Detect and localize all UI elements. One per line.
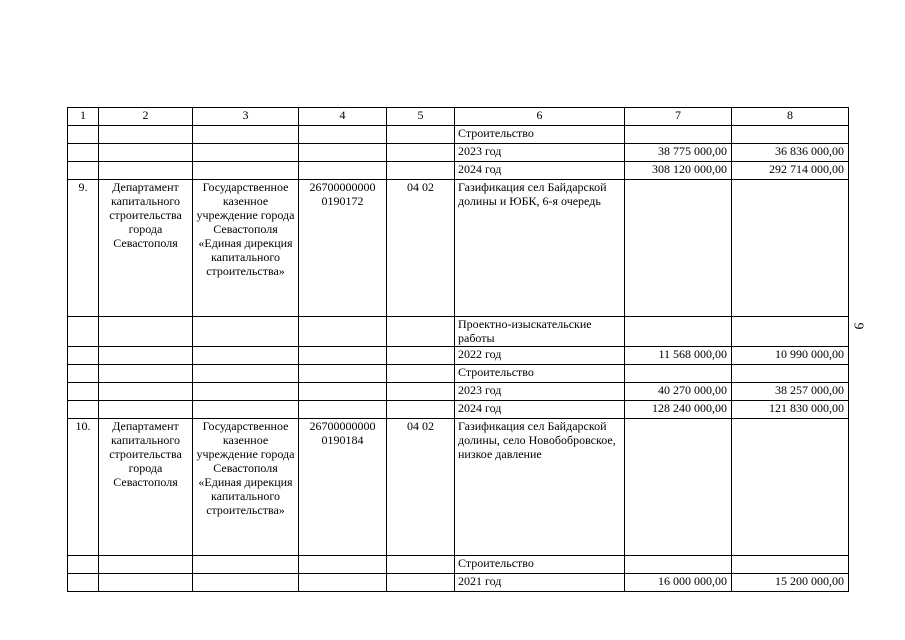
- section-code: 04 02: [387, 180, 455, 317]
- table-row: [68, 574, 849, 592]
- budget-code: 26700000000 0190172: [299, 180, 387, 317]
- project-name: Газификация сел Байдарской долины и ЮБК, 6-я очередь: [455, 180, 625, 317]
- row-label: 2023 год: [455, 144, 625, 162]
- budget-code: 26700000000 0190184: [299, 419, 387, 556]
- amount-col7: 38 775 000,00: [625, 144, 732, 162]
- table-row: [68, 126, 849, 144]
- table-row: [68, 180, 849, 317]
- item-number: 9.: [68, 180, 99, 317]
- amount-col8: 292 714 000,00: [732, 162, 849, 180]
- amount-col7: 40 270 000,00: [625, 383, 732, 401]
- department-name: Департамент капитального строительства города Севастополя: [99, 180, 193, 317]
- col-header-5: 5: [387, 108, 455, 126]
- col-header-1: 1: [68, 108, 99, 126]
- row-label: 2024 год: [455, 162, 625, 180]
- amount-col8: 38 257 000,00: [732, 383, 849, 401]
- row-label: Строительство: [455, 556, 625, 574]
- row-label: Строительство: [455, 365, 625, 383]
- col-header-4: 4: [299, 108, 387, 126]
- table-row: [68, 347, 849, 365]
- budget-table: [67, 107, 849, 592]
- amount-col7: 308 120 000,00: [625, 162, 732, 180]
- table-row: [68, 419, 849, 556]
- project-name: Газификация сел Байдарской долины, село Новобобровское, низкое давление: [455, 419, 625, 556]
- amount-col8: 36 836 000,00: [732, 144, 849, 162]
- table-row: [68, 556, 849, 574]
- row-label: Строительство: [455, 126, 625, 144]
- col-header-6: 6: [455, 108, 625, 126]
- amount-col8: 121 830 000,00: [732, 401, 849, 419]
- row-label: 2021 год: [455, 574, 625, 592]
- col-header-2: 2: [99, 108, 193, 126]
- table-row: [68, 317, 849, 347]
- header-row: [68, 108, 849, 126]
- table-row: [68, 383, 849, 401]
- col-header-3: 3: [193, 108, 299, 126]
- row-label: 2023 год: [455, 383, 625, 401]
- col-header-7: 7: [625, 108, 732, 126]
- col-header-8: 8: [732, 108, 849, 126]
- table-row: [68, 144, 849, 162]
- row-label: 2022 год: [455, 347, 625, 365]
- amount-col8: 10 990 000,00: [732, 347, 849, 365]
- table-row: [68, 162, 849, 180]
- page-number: 9: [850, 322, 866, 330]
- institution-name: Государственное казенное учреждение города Севастополя «Единая дирекция капитального строительства»: [193, 180, 299, 317]
- section-code: 04 02: [387, 419, 455, 556]
- department-name: Департамент капитального строительства города Севастополя: [99, 419, 193, 556]
- row-label: 2024 год: [455, 401, 625, 419]
- amount-col7: 128 240 000,00: [625, 401, 732, 419]
- table-row: [68, 365, 849, 383]
- institution-name: Государственное казенное учреждение города Севастополя «Единая дирекция капитального строительства»: [193, 419, 299, 556]
- table-row: [68, 401, 849, 419]
- amount-col8: 15 200 000,00: [732, 574, 849, 592]
- item-number: 10.: [68, 419, 99, 556]
- amount-col7: 11 568 000,00: [625, 347, 732, 365]
- amount-col7: 16 000 000,00: [625, 574, 732, 592]
- row-label: Проектно-изыскательские работы: [455, 317, 625, 347]
